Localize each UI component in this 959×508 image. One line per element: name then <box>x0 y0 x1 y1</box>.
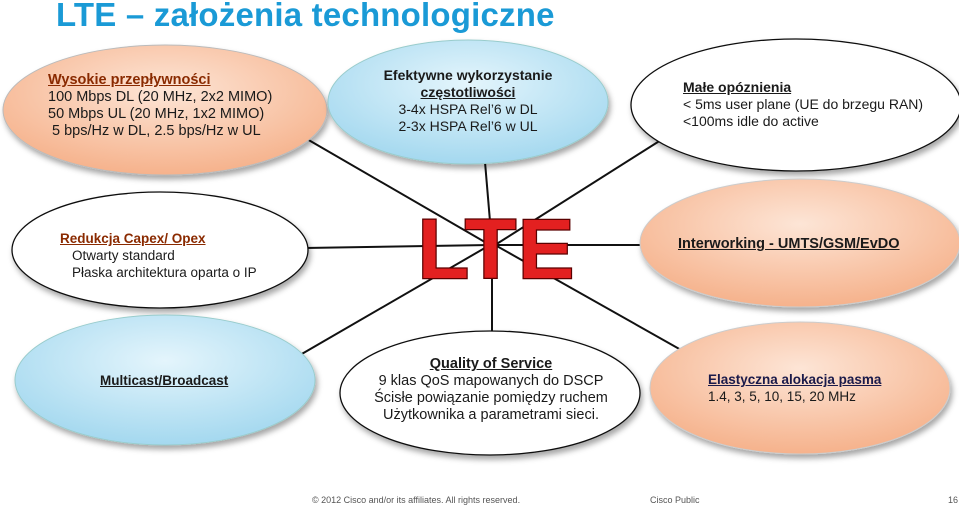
footer-classification: Cisco Public <box>650 495 700 505</box>
node-spectral-heading-line: Efektywne wykorzystanie <box>383 67 553 83</box>
node-bandwidth-line: 1.4, 3, 5, 10, 15, 20 MHz <box>708 389 856 404</box>
node-latency <box>683 79 923 130</box>
node-throughput-heading: Wysokie przepływności <box>48 72 211 88</box>
node-latency-heading: Małe opóznienia <box>683 79 792 95</box>
node-latency-line: <100ms idle do active <box>683 113 819 129</box>
node-capex-line: Płaska architektura oparta o IP <box>72 265 257 280</box>
node-throughput-line: 5 bps/Hz w DL, 2.5 bps/Hz w UL <box>52 123 261 139</box>
node-capex-line: Otwarty standard <box>72 248 175 263</box>
node-throughput <box>48 72 272 140</box>
node-bandwidth <box>708 371 881 405</box>
node-multicast-heading: Multicast/Broadcast <box>100 373 229 388</box>
node-qos-line: Użytkownika a parametrami sieci. <box>383 407 599 423</box>
node-throughput-line: 50 Mbps UL (20 MHz, 1x2 MIMO) <box>48 106 265 122</box>
node-interworking-heading: Interworking - UMTS/GSM/EvDO <box>678 236 900 252</box>
node-capex <box>60 230 257 281</box>
node-qos-heading: Quality of Service <box>429 356 553 372</box>
node-interworking <box>678 236 900 253</box>
node-latency-line: < 5ms user plane (UE do brzegu RAN) <box>683 96 924 112</box>
node-bandwidth-heading: Elastyczna alokacja pasma <box>708 372 882 387</box>
node-qos-line: Ścisłe powiązanie pomiędzy ruchem <box>374 390 608 406</box>
node-spectral-line: 3-4x HSPA Rel’6 w DL <box>398 101 538 117</box>
node-spectral-line: 2-3x HSPA Rel’6 w UL <box>398 118 538 134</box>
node-qos-line: 9 klas QoS mapowanych do DSCP <box>378 373 604 389</box>
node-spectral <box>358 67 578 135</box>
node-capex-heading: Redukcja Capex/ Opex <box>60 231 206 246</box>
lte-logo: LTE <box>417 202 577 296</box>
node-qos <box>360 356 622 424</box>
node-multicast <box>100 372 228 389</box>
footer-copyright: © 2012 Cisco and/or its affiliates. All rights reserved. <box>312 495 521 505</box>
page-title: LTE – założenia technologiczne <box>56 0 555 33</box>
node-spectral-heading-line: częstotliwości <box>420 84 516 100</box>
node-throughput-line: 100 Mbps DL (20 MHz, 2x2 MIMO) <box>48 89 273 105</box>
footer-page-number: 16 <box>948 495 959 505</box>
